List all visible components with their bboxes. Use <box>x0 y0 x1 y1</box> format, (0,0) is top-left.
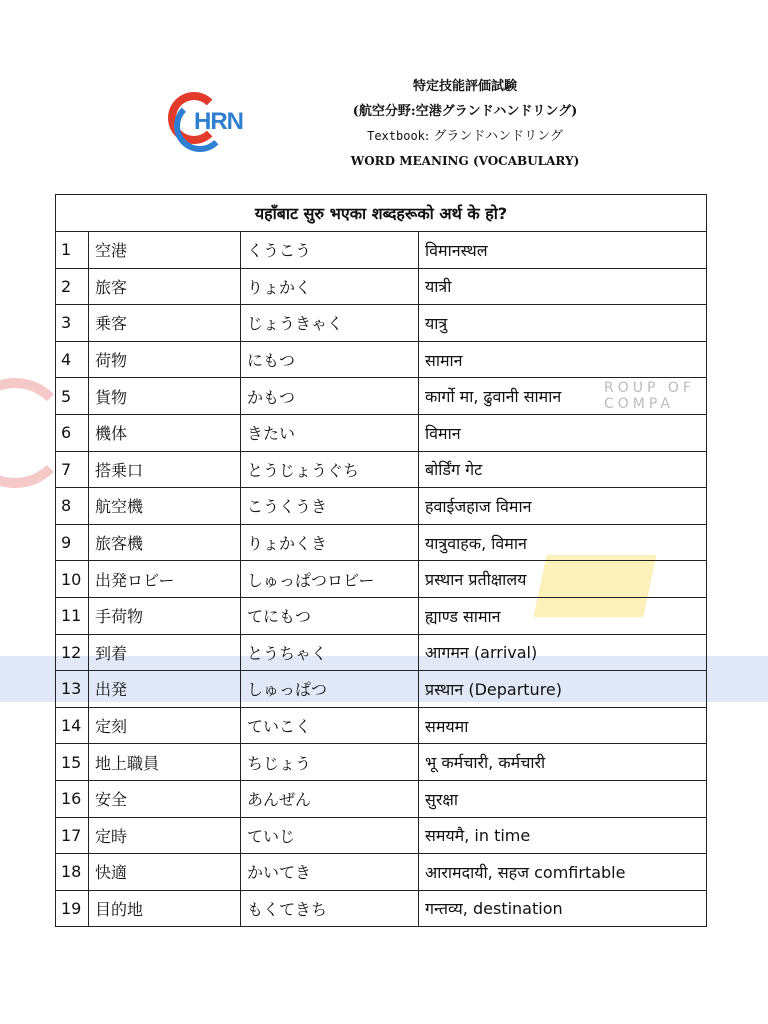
table-row <box>56 414 707 451</box>
cell-meaning: यात्री <box>419 268 707 305</box>
row-number: 4 <box>56 341 89 378</box>
row-number: 17 <box>56 817 89 854</box>
cell-reading: しゅっぱつ <box>241 671 419 708</box>
table-row <box>56 707 707 744</box>
cell-reading: ちじょう <box>241 744 419 781</box>
cell-kanji: 乗客 <box>89 305 241 342</box>
row-number: 9 <box>56 524 89 561</box>
cell-reading: かもつ <box>241 378 419 415</box>
cell-kanji: 手荷物 <box>89 597 241 634</box>
table-row <box>56 597 707 634</box>
row-number: 19 <box>56 890 89 927</box>
cell-reading: とうじょうぐち <box>241 451 419 488</box>
row-number: 12 <box>56 634 89 671</box>
cell-reading: もくてきち <box>241 890 419 927</box>
cell-meaning: गन्तव्य, destination <box>419 890 707 927</box>
cell-kanji: 定時 <box>89 817 241 854</box>
cell-reading: かいてき <box>241 854 419 891</box>
cell-meaning: विमानस्थल <box>419 232 707 269</box>
cell-kanji: 定刻 <box>89 707 241 744</box>
cell-kanji: 安全 <box>89 780 241 817</box>
table-row <box>56 817 707 854</box>
row-number: 5 <box>56 378 89 415</box>
cell-reading: あんぜん <box>241 780 419 817</box>
table-row <box>56 341 707 378</box>
cell-kanji: 貨物 <box>89 378 241 415</box>
cell-meaning: प्रस्थान प्रतीक्षालय <box>419 561 707 598</box>
cell-reading: くうこう <box>241 232 419 269</box>
cell-meaning: आरामदायी, सहज comfirtable <box>419 854 707 891</box>
table-row <box>56 854 707 891</box>
vocabulary-table <box>55 194 707 927</box>
table-row <box>56 268 707 305</box>
cell-meaning: विमान <box>419 414 707 451</box>
header-line-4: WORD MEANING (VOCABULARY) <box>350 154 580 168</box>
table-row <box>56 671 707 708</box>
header-line-3: Textbook: グランドハンドリング <box>367 129 563 144</box>
cell-meaning: ह्याण्ड सामान <box>419 597 707 634</box>
table-title-row <box>56 195 707 232</box>
document-header <box>160 72 640 176</box>
table-row <box>56 561 707 598</box>
table-row <box>56 780 707 817</box>
cell-kanji: 航空機 <box>89 488 241 525</box>
table-row <box>56 488 707 525</box>
row-number: 2 <box>56 268 89 305</box>
table-row <box>56 451 707 488</box>
row-number: 11 <box>56 597 89 634</box>
cell-meaning: कार्गो मा, ढुवानी सामान <box>419 378 707 415</box>
cell-kanji: 目的地 <box>89 890 241 927</box>
cell-kanji: 快適 <box>89 854 241 891</box>
row-number: 10 <box>56 561 89 598</box>
row-number: 18 <box>56 854 89 891</box>
cell-kanji: 地上職員 <box>89 744 241 781</box>
watermark-text: ROUP OF COMPA <box>604 380 695 412</box>
table-row <box>56 524 707 561</box>
cell-kanji: 荷物 <box>89 341 241 378</box>
cell-meaning: सुरक्षा <box>419 780 707 817</box>
table-row <box>56 305 707 342</box>
header-title-block <box>290 74 640 174</box>
row-number: 15 <box>56 744 89 781</box>
cell-reading: しゅっぱつロビー <box>241 561 419 598</box>
cell-kanji: 旅客機 <box>89 524 241 561</box>
cell-meaning: यात्रुवाहक, विमान <box>419 524 707 561</box>
cell-meaning: भू कर्मचारी, कर्मचारी <box>419 744 707 781</box>
row-number: 7 <box>56 451 89 488</box>
cell-meaning: समयमै, in time <box>419 817 707 854</box>
cell-kanji: 空港 <box>89 232 241 269</box>
row-number: 8 <box>56 488 89 525</box>
row-number: 1 <box>56 232 89 269</box>
cell-kanji: 機体 <box>89 414 241 451</box>
cell-meaning: हवाईजहाज विमान <box>419 488 707 525</box>
table-row <box>56 744 707 781</box>
cell-reading: きたい <box>241 414 419 451</box>
cell-meaning: आगमन (arrival) <box>419 634 707 671</box>
row-number: 13 <box>56 671 89 708</box>
cell-meaning: सामान <box>419 341 707 378</box>
cell-reading: にもつ <box>241 341 419 378</box>
hrn-logo-icon <box>168 92 243 152</box>
cell-kanji: 旅客 <box>89 268 241 305</box>
cell-reading: こうくうき <box>241 488 419 525</box>
cell-kanji: 出発ロビー <box>89 561 241 598</box>
table-row <box>56 232 707 269</box>
cell-reading: りょかくき <box>241 524 419 561</box>
cell-reading: じょうきゃく <box>241 305 419 342</box>
header-line-2: (航空分野:空港グランドハンドリング) <box>352 104 578 119</box>
cell-kanji: 出発 <box>89 671 241 708</box>
row-number: 6 <box>56 414 89 451</box>
cell-meaning: यात्रु <box>419 305 707 342</box>
logo-text: HRN <box>194 108 243 135</box>
cell-meaning: समयमा <box>419 707 707 744</box>
cell-reading: てにもつ <box>241 597 419 634</box>
table-row <box>56 890 707 927</box>
row-number: 16 <box>56 780 89 817</box>
cell-reading: りょかく <box>241 268 419 305</box>
cell-reading: ていじ <box>241 817 419 854</box>
cell-kanji: 到着 <box>89 634 241 671</box>
row-number: 14 <box>56 707 89 744</box>
cell-reading: ていこく <box>241 707 419 744</box>
cell-meaning: प्रस्थान (Departure) <box>419 671 707 708</box>
cell-meaning: बोर्डिंग गेट <box>419 451 707 488</box>
cell-kanji: 搭乗口 <box>89 451 241 488</box>
table-title: यहाँबाट सुरु भएका शब्दहरूको अर्थ के हो? <box>56 195 707 232</box>
row-number: 3 <box>56 305 89 342</box>
table-row <box>56 634 707 671</box>
header-line-1: 特定技能評価試験 <box>412 79 517 94</box>
table-row <box>56 378 707 415</box>
cell-reading: とうちゃく <box>241 634 419 671</box>
